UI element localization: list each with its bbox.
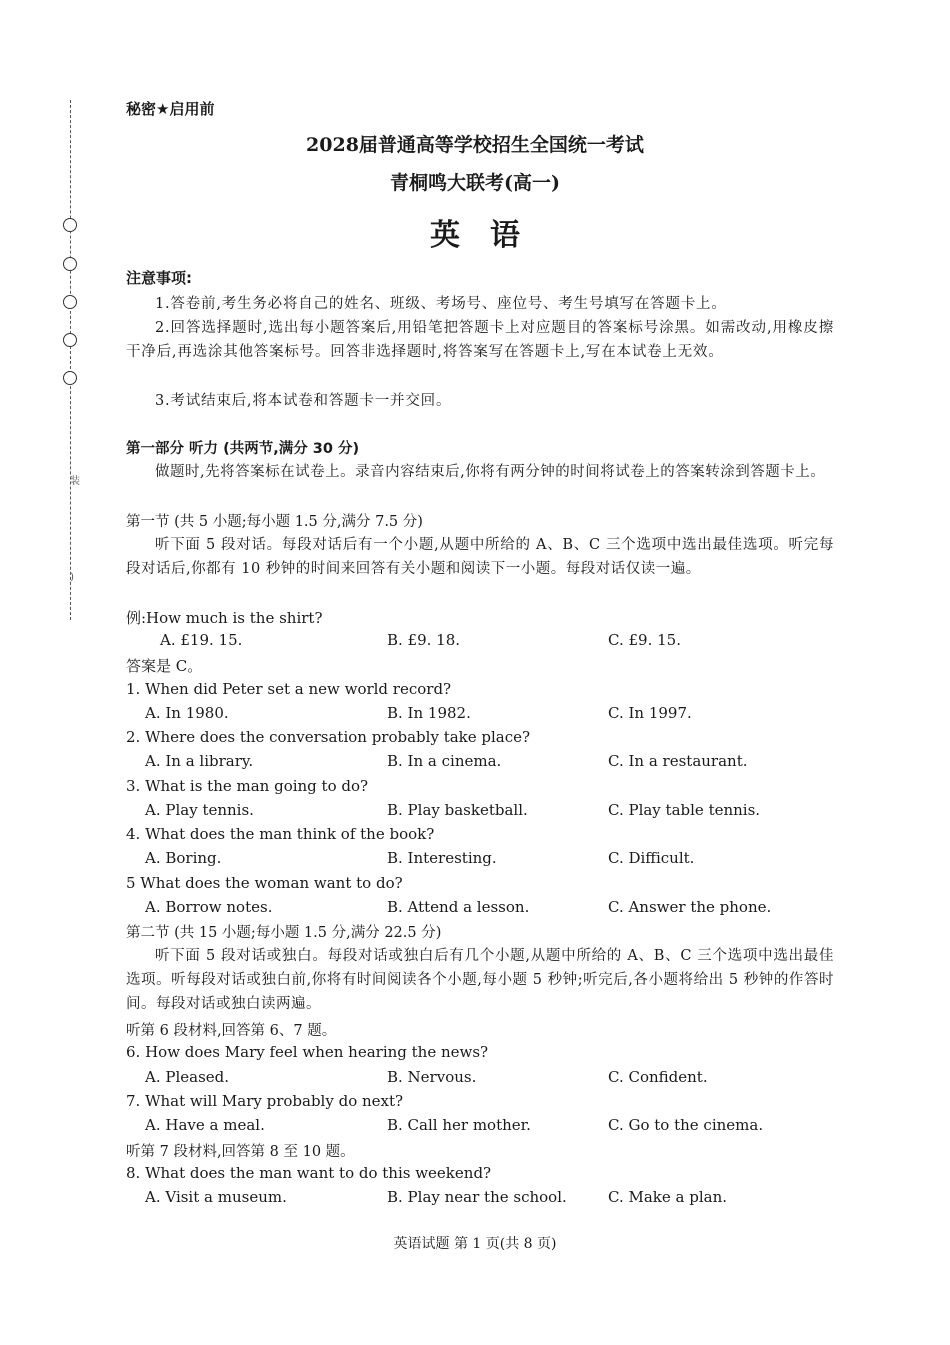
question-text: 7. What will Mary probably do next? xyxy=(126,1092,404,1110)
option-c: C. Make a plan. xyxy=(608,1188,727,1206)
material-instruction: 听第 6 段材料,回答第 6、7 题。 xyxy=(126,1023,337,1039)
option-c: C. Play table tennis. xyxy=(608,801,761,819)
section2-heading: 第二节 (共 15 小题;每小题 1.5 分,满分 22.5 分) xyxy=(126,925,442,941)
subject-title: 英语 xyxy=(430,218,550,253)
option-b: B. Nervous. xyxy=(387,1068,477,1086)
question-text: 2. Where does the conversation probably take place? xyxy=(126,728,531,746)
notice-item: 2.回答选择题时,选出每小题答案后,用铅笔把答题卡上对应题目的答案标号涂黑。如需改动,用橡皮擦干净后,再选涂其他答案标号。回答非选择题时,将答案写在答题卡上,写在本试卷上无效。 xyxy=(126,320,834,360)
option-b: B. Call her mother. xyxy=(387,1116,531,1134)
material-instruction: 听第 7 段材料,回答第 8 至 10 题。 xyxy=(126,1144,355,1160)
section1-intro: 听下面 5 段对话。每段对话后有一个小题,从题中所给的 A、B、C 三个选项中选出最佳选项。听完每段对话后,你都有 10 秒钟的时间来回答有关小题和阅读下一小题。每段对话仅读一遍。 xyxy=(126,537,834,577)
confidential-label: 秘密★启用前 xyxy=(126,100,215,118)
option-c: C. Difficult. xyxy=(608,849,695,867)
question-text: 6. How does Mary feel when hearing the news? xyxy=(126,1043,489,1061)
question-text: 1. When did Peter set a new world record? xyxy=(126,680,452,698)
example-question: 例:How much is the shirt? xyxy=(126,609,323,627)
notice-item: 1.答卷前,考生务必将自己的姓名、班级、考场号、座位号、考生号填写在答题卡上。 xyxy=(155,296,727,312)
section1-heading: 第一节 (共 5 小题;每小题 1.5 分,满分 7.5 分) xyxy=(126,514,423,530)
option-a: A. Pleased. xyxy=(145,1068,230,1086)
example-answer: 答案是 C。 xyxy=(126,657,203,675)
option-b: B. Interesting. xyxy=(387,849,497,867)
binding-hole xyxy=(63,257,77,271)
notice-heading: 注意事项: xyxy=(126,269,192,287)
option-b: B. Play near the school. xyxy=(387,1188,567,1206)
option-a: A. Borrow notes. xyxy=(145,898,273,916)
section2-intro: 听下面 5 段对话或独白。每段对话或独白后有几个小题,从题中所给的 A、B、C 三个选项中选出最佳选项。听每段对话或独白前,你将有时间阅读各个小题,每小题 5 秒钟;听完后,各小题将给出 5 秒钟的作答时间。每段对话或独白读两遍。 xyxy=(126,948,834,1012)
question-text: 4. What does the man think of the book? xyxy=(126,825,435,843)
option-c: C. Confident. xyxy=(608,1068,708,1086)
binding-hole xyxy=(63,295,77,309)
part1-intro: 做题时,先将答案标在试卷上。录音内容结束后,你将有两分钟的时间将试卷上的答案转涂到答题卡上。 xyxy=(155,464,826,480)
option-a: A. Have a meal. xyxy=(145,1116,265,1134)
exam-subtitle: 青桐鸣大联考(高一) xyxy=(390,172,560,194)
margin-mark: 装 xyxy=(70,476,80,487)
question-text: 3. What is the man going to do? xyxy=(126,777,369,795)
option-c: C. Answer the phone. xyxy=(608,898,772,916)
margin-mark: ) xyxy=(70,572,74,583)
notice-item: 3.考试结束后,将本试卷和答题卡一并交回。 xyxy=(155,393,452,409)
option-a: A. Play tennis. xyxy=(145,801,254,819)
option-a: A. Boring. xyxy=(145,849,222,867)
exam-title: 2028届普通高等学校招生全国统一考试 xyxy=(306,134,644,156)
example-option: C. £9. 15. xyxy=(608,631,681,649)
option-c: C. In a restaurant. xyxy=(608,752,748,770)
option-b: B. Attend a lesson. xyxy=(387,898,530,916)
option-a: A. In a library. xyxy=(145,752,254,770)
option-b: B. Play basketball. xyxy=(387,801,528,819)
part1-heading: 第一部分 听力 (共两节,满分 30 分) xyxy=(126,441,360,457)
question-text: 5 What does the woman want to do? xyxy=(126,874,403,892)
binding-hole xyxy=(63,371,77,385)
option-b: B. In 1982. xyxy=(387,704,471,722)
binding-hole xyxy=(63,333,77,347)
option-a: A. In 1980. xyxy=(145,704,229,722)
option-b: B. In a cinema. xyxy=(387,752,502,770)
example-option: B. £9. 18. xyxy=(387,631,461,649)
option-a: A. Visit a museum. xyxy=(145,1188,287,1206)
page-footer: 英语试题 第 1 页(共 8 页) xyxy=(393,1236,557,1252)
option-c: C. In 1997. xyxy=(608,704,692,722)
question-text: 8. What does the man want to do this weekend? xyxy=(126,1164,492,1182)
option-c: C. Go to the cinema. xyxy=(608,1116,764,1134)
example-option: A. £19. 15. xyxy=(160,631,243,649)
